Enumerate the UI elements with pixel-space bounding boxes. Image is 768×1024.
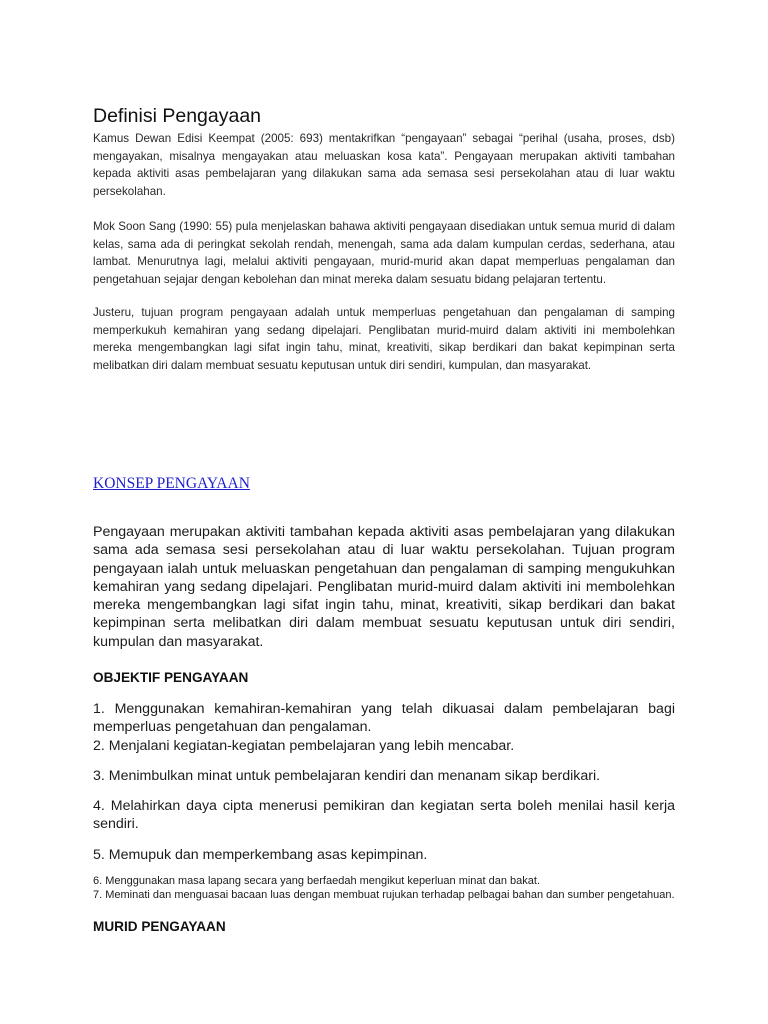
objektif-item-5: 5. Memupuk dan memperkembang asas kepimpinan. bbox=[93, 847, 428, 863]
definition-paragraph-1: Kamus Dewan Edisi Keempat (2005: 693) mentakrifkan “pengayaan” sebagai “perihal (usaha, proses, dsb) mengayakan, misalnya mengayakan atau meluaskan kosa kata”. Pengayaan merupakan aktiviti tambahan kepada aktiviti asas pembelajaran yang dilakukan sama ada semasa sesi persekolahan atau di luar waktu persekolahan. bbox=[93, 132, 675, 198]
objektif-item-7: 7. Meminati dan menguasai bacaan luas dengan membuat rujukan terhadap pelbagai bahan dan sumber pengetahuan. bbox=[93, 888, 675, 901]
objektif-item-4: 4. Melahirkan daya cipta menerusi pemikiran dan kegiatan serta boleh menilai hasil kerja sendiri. bbox=[93, 798, 675, 833]
page-title: Definisi Pengayaan bbox=[93, 105, 262, 127]
definition-paragraph-2: Mok Soon Sang (1990: 55) pula menjelaskan bahawa aktiviti pengayaan disediakan untuk semua murid di dalam kelas, sama ada di peringkat sekolah rendah, menengah, sama ada dalam kumpulan cerdas, sederhana, atau lambat. Menurutnya lagi, melalui aktiviti pengayaan, murid-murid akan dapat memperluas pengalaman dan pengetahuan sejajar dengan kebolehan dan minat mereka dalam sesuatu bidang pelajaran tertentu. bbox=[93, 220, 675, 286]
konsep-body-paragraph: Pengayaan merupakan aktiviti tambahan kepada aktiviti asas pembelajaran yang dilakukan sama ada semasa sesi persekolahan atau di luar waktu persekolahan. Tujuan program pengayaan ialah untuk meluaskan pengetahuan dan pengalaman di samping mengukuhkan kemahiran yang sedang dipelajari. Penglibatan murid-muird dalam aktiviti ini membolehkan mereka mengembangkan lagi sifat ingin tahu, minat, kreativiti, sikap berdikari dan bakat kepimpinan serta melibatkan diri dalam membuat sesuatu keputusan untuk diri sendiri, kumpulan dan masyarakat. bbox=[93, 524, 675, 650]
objektif-item-3: 3. Menimbulkan minat untuk pembelajaran kendiri dan menanam sikap berdikari. bbox=[93, 768, 601, 784]
objektif-item-1: 1. Menggunakan kemahiran-kemahiran yang telah dikuasai dalam pembelajaran bagi memperluas pengetahuan dan pengalaman. bbox=[93, 701, 675, 736]
objektif-heading: OBJEKTIF PENGAYAAN bbox=[93, 670, 249, 685]
objektif-items-6-7 bbox=[93, 875, 675, 902]
objektif-items-1-2 bbox=[93, 700, 675, 755]
definition-paragraph-3: Justeru, tujuan program pengayaan adalah untuk memperluas pengetahuan dan pengalaman di samping memperkukuh kemahiran yang sedang dipelajari. Penglibatan murid-muird dalam aktiviti ini membolehkan mereka mengembangkan lagi sifat ingin tahu, minat, kreativiti, sikap berdikari dan bakat kepimpinan serta melibatkan diri dalam membuat sesuatu keputusan untuk diri sendiri, kumpulan, dan masyarakat. bbox=[93, 306, 675, 372]
konsep-heading-link[interactable]: KONSEP PENGAYAAN bbox=[93, 475, 250, 492]
objektif-item-2: 2. Menjalani kegiatan-kegiatan pembelajaran yang lebih mencabar. bbox=[93, 737, 515, 754]
objektif-item-6: 6. Menggunakan masa lapang secara yang berfaedah mengikut keperluan minat dan bakat. bbox=[93, 875, 541, 887]
murid-heading: MURID PENGAYAAN bbox=[93, 919, 226, 934]
